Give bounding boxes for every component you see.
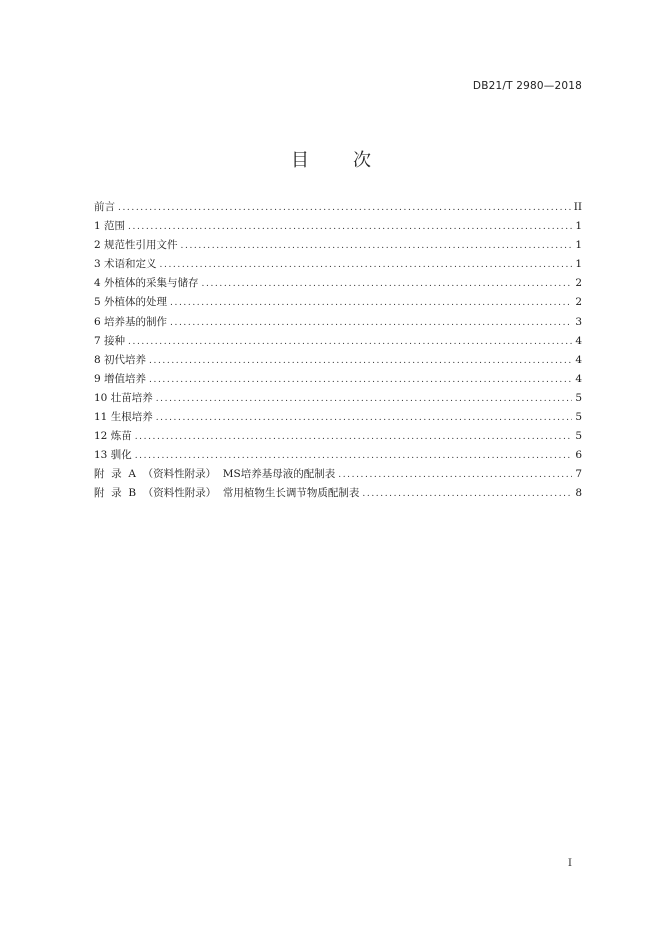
toc-entry-4[interactable] xyxy=(94,274,582,293)
toc-entry-page: II xyxy=(573,201,582,213)
toc-entry-label: 8 初代培养 xyxy=(94,353,147,366)
dot-leader xyxy=(362,485,572,503)
dot-leader xyxy=(128,333,572,351)
toc-entry-label: 6 培养基的制作 xyxy=(94,315,168,328)
toc-entry-label: 前言 xyxy=(94,201,115,213)
toc-entry-label: 7 接种 xyxy=(94,334,126,347)
dot-leader xyxy=(135,428,573,446)
dot-leader xyxy=(170,314,572,332)
toc-entry-1[interactable] xyxy=(94,217,582,236)
dot-leader xyxy=(338,466,572,484)
toc-entry-label: 12 炼苗 xyxy=(94,430,132,443)
toc-entry-6[interactable] xyxy=(94,313,582,332)
page-number: I xyxy=(567,857,572,869)
toc-title-char-2: 次 xyxy=(353,150,371,171)
toc-entry-7[interactable] xyxy=(94,332,582,351)
dot-leader xyxy=(135,447,573,465)
dot-leader xyxy=(118,199,571,217)
dot-leader xyxy=(156,390,573,408)
dot-leader xyxy=(170,294,572,312)
toc-entry-page: 5 xyxy=(575,411,582,424)
toc-entry-page: 3 xyxy=(575,315,582,328)
toc-entry-label: 4 外植体的采集与储存 xyxy=(94,277,199,290)
toc-entry-label: 13 驯化 xyxy=(94,449,132,462)
dot-leader xyxy=(156,409,573,427)
toc-entry-page: 2 xyxy=(575,277,582,290)
toc-entry-13[interactable] xyxy=(94,446,582,465)
toc-entry-10[interactable] xyxy=(94,389,582,408)
dot-leader xyxy=(128,218,572,236)
toc-title xyxy=(0,146,662,172)
toc-entry-9[interactable] xyxy=(94,370,582,389)
dot-leader xyxy=(181,237,573,255)
toc-entry-appendix-a[interactable] xyxy=(94,465,582,484)
toc-entry-label: 附 录 B （资料性附录） 常用植物生长调节物质配制表 xyxy=(94,487,360,500)
dot-leader xyxy=(149,352,572,370)
toc-entry-label: 9 增值培养 xyxy=(94,372,147,385)
toc-entry-page: 4 xyxy=(575,353,582,366)
toc-entry-page: 1 xyxy=(575,220,582,233)
document-code: DB21/T 2980—2018 xyxy=(472,80,582,92)
dot-leader xyxy=(202,275,573,293)
toc-entry-2[interactable] xyxy=(94,236,582,255)
toc-entry-page: 6 xyxy=(575,449,582,462)
toc-entry-foreword[interactable] xyxy=(94,198,582,217)
toc-entry-label: 3 术语和定义 xyxy=(94,258,157,271)
toc-entry-8[interactable] xyxy=(94,351,582,370)
toc-entry-11[interactable] xyxy=(94,408,582,427)
toc-entry-12[interactable] xyxy=(94,427,582,446)
toc-entry-label: 5 外植体的处理 xyxy=(94,296,168,309)
table-of-contents xyxy=(94,198,582,504)
dot-leader xyxy=(160,256,573,274)
toc-entry-label: 附 录 A （资料性附录） MS培养基母液的配制表 xyxy=(94,468,336,481)
toc-entry-page: 4 xyxy=(575,334,582,347)
toc-entry-page: 4 xyxy=(575,372,582,385)
toc-entry-page: 1 xyxy=(575,239,582,252)
toc-title-char-1: 目 xyxy=(291,150,309,171)
toc-entry-5[interactable] xyxy=(94,293,582,312)
toc-entry-page: 2 xyxy=(575,296,582,309)
toc-entry-3[interactable] xyxy=(94,255,582,274)
toc-entry-appendix-b[interactable] xyxy=(94,484,582,503)
toc-entry-label: 2 规范性引用文件 xyxy=(94,239,178,252)
toc-entry-page: 8 xyxy=(575,487,582,500)
toc-entry-page: 1 xyxy=(575,258,582,271)
toc-entry-label: 1 范围 xyxy=(94,220,126,233)
toc-entry-page: 5 xyxy=(575,391,582,404)
toc-entry-label: 10 壮苗培养 xyxy=(94,391,153,404)
toc-entry-label: 11 生根培养 xyxy=(94,411,153,424)
toc-entry-page: 5 xyxy=(575,430,582,443)
toc-entry-page: 7 xyxy=(575,468,582,481)
dot-leader xyxy=(149,371,572,389)
